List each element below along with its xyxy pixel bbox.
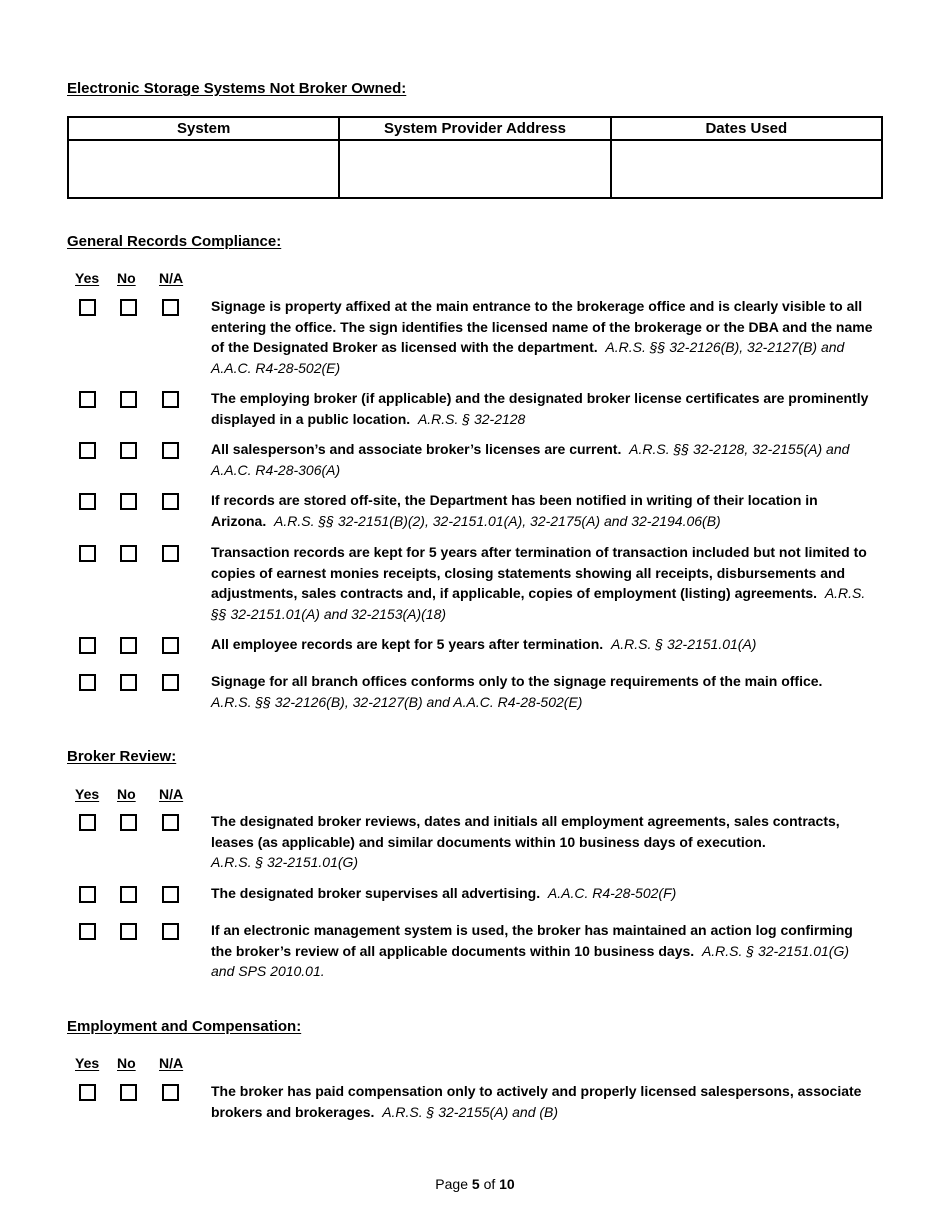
- yes-checkbox[interactable]: [79, 391, 96, 408]
- no-checkbox[interactable]: [120, 1084, 137, 1101]
- yes-label: Yes: [75, 270, 100, 286]
- item-statement: Signage is property affixed at the main entrance to the brokerage office and is clearly visible to all entering the office. The sign identifies the licensed name of the brokerage or the DBA and the name of the Designated Broker as licensed with the department.: [211, 298, 873, 356]
- item-statement: The designated broker supervises all advertising.: [211, 885, 541, 901]
- item-statement: Signage for all branch offices conforms only to the signage requirements of the main office.: [211, 673, 823, 689]
- item-statement: All salesperson’s and associate broker’s licenses are current.: [211, 441, 622, 457]
- item-citation: A.R.S. § 32-2155(A) and (B): [382, 1103, 559, 1120]
- no-label: No: [117, 270, 136, 286]
- item-citation: A.R.S. §§ 32-2128, 32-2155(A) and A.A.C. R4-28-306(A): [211, 441, 850, 478]
- na-checkbox[interactable]: [162, 391, 179, 408]
- no-checkbox[interactable]: [120, 923, 137, 940]
- storage-heading: Electronic Storage Systems Not Broker Owned:: [67, 80, 407, 97]
- no-checkbox[interactable]: [120, 299, 137, 316]
- answer-header: [75, 786, 205, 806]
- item-statement: Transaction records are kept for 5 years after termination of transaction included but not limited to copies of earnest monies receipts, closing statements showing all receipts, disbursements and adjustments, sales contracts and, if applicable, copies of employment (listing) agreements.: [211, 544, 867, 602]
- no-checkbox[interactable]: [120, 442, 137, 459]
- item-statement: The designated broker reviews, dates and initials all employment agreements, sales contracts, leases (as applicable) and similar documents within 10 business days of execution.: [211, 813, 840, 850]
- item-text: [211, 296, 875, 378]
- na-label: N/A: [159, 270, 184, 286]
- item-text: [211, 490, 875, 531]
- current-page: 5: [471, 1176, 480, 1192]
- yes-checkbox[interactable]: [79, 814, 96, 831]
- na-checkbox[interactable]: [162, 923, 179, 940]
- item-text: [211, 542, 875, 624]
- answer-header: [75, 270, 205, 290]
- item-text: [211, 439, 875, 480]
- item-citation: A.R.S. § 32-2128: [417, 410, 526, 427]
- item-citation: A.R.S. § 32-2151.01(G) and SPS 2010.01.: [211, 942, 850, 980]
- item-citation: A.R.S. §§ 32-2126(B), 32-2127(B) and A.A.C. R4-28-502(E): [211, 339, 845, 376]
- no-checkbox[interactable]: [120, 545, 137, 562]
- item-statement: If records are stored off-site, the Department has been notified in writing of their location in Arizona.: [211, 492, 818, 529]
- storage-table-row: [68, 140, 882, 198]
- na-checkbox[interactable]: [162, 637, 179, 654]
- item-citation: A.R.S. §§ 32-2151.01(A) and 32-2153(A)(18): [211, 585, 866, 622]
- provider-address-cell[interactable]: [339, 140, 610, 198]
- no-checkbox[interactable]: [120, 814, 137, 831]
- no-label: No: [117, 1055, 136, 1071]
- item-text: [211, 920, 875, 982]
- item-text: [211, 811, 875, 873]
- broker-review-heading: Broker Review:: [67, 748, 177, 765]
- na-label: N/A: [159, 1055, 184, 1071]
- yes-checkbox[interactable]: [79, 299, 96, 316]
- na-checkbox[interactable]: [162, 493, 179, 510]
- employment-heading: Employment and Compensation:: [67, 1018, 302, 1035]
- yes-checkbox[interactable]: [79, 923, 96, 940]
- yes-checkbox[interactable]: [79, 1084, 96, 1101]
- no-checkbox[interactable]: [120, 886, 137, 903]
- na-checkbox[interactable]: [162, 674, 179, 691]
- no-checkbox[interactable]: [120, 674, 137, 691]
- item-citation: A.R.S. §§ 32-2151(B)(2), 32-2151.01(A), 32-2175(A) and 32-2194.06(B): [274, 512, 721, 529]
- total-pages: 10: [499, 1176, 515, 1192]
- item-text: [211, 1081, 875, 1122]
- na-label: N/A: [159, 786, 184, 802]
- no-label: No: [117, 786, 136, 802]
- system-cell[interactable]: [68, 140, 339, 198]
- no-checkbox[interactable]: [120, 391, 137, 408]
- item-citation: A.R.S. § 32-2151.01(A): [610, 636, 757, 652]
- yes-checkbox[interactable]: [79, 886, 96, 903]
- dates-used-cell[interactable]: [611, 140, 882, 198]
- answer-header: [75, 1055, 205, 1075]
- yes-checkbox[interactable]: [79, 493, 96, 510]
- page-number: [0, 1176, 950, 1192]
- yes-checkbox[interactable]: [79, 637, 96, 654]
- na-checkbox[interactable]: [162, 886, 179, 903]
- storage-table: [67, 116, 883, 199]
- yes-checkbox[interactable]: [79, 442, 96, 459]
- item-statement: The employing broker (if applicable) and the designated broker license certificates are prominently displayed in a public location.: [211, 390, 869, 427]
- column-dates-used: Dates Used: [611, 117, 882, 140]
- item-citation: A.A.C. R4-28-502(F): [547, 885, 677, 901]
- na-checkbox[interactable]: [162, 545, 179, 562]
- yes-checkbox[interactable]: [79, 674, 96, 691]
- column-system: System: [68, 117, 339, 140]
- na-checkbox[interactable]: [162, 814, 179, 831]
- item-citation: A.R.S. §§ 32-2126(B), 32-2127(B) and A.A.C. R4-28-502(E): [211, 693, 583, 710]
- column-provider-address: System Provider Address: [339, 117, 610, 140]
- na-checkbox[interactable]: [162, 299, 179, 316]
- yes-label: Yes: [75, 1055, 100, 1071]
- item-text: [211, 671, 875, 712]
- item-text: [211, 388, 875, 429]
- page-prefix: Page: [435, 1176, 468, 1192]
- item-statement: The broker has paid compensation only to actively and properly licensed salespersons, associate brokers and brokerages.: [211, 1083, 862, 1120]
- item-text: [211, 634, 875, 655]
- storage-table-header: [68, 117, 882, 140]
- general-heading: General Records Compliance:: [67, 233, 282, 250]
- page-separator: of: [483, 1176, 496, 1192]
- no-checkbox[interactable]: [120, 637, 137, 654]
- no-checkbox[interactable]: [120, 493, 137, 510]
- item-statement: If an electronic management system is used, the broker has maintained an action log confirming the broker’s review of all applicable documents within 10 business days.: [211, 922, 853, 959]
- item-citation: A.R.S. § 32-2151.01(G): [211, 854, 359, 871]
- yes-label: Yes: [75, 786, 100, 802]
- item-text: [211, 883, 875, 904]
- yes-checkbox[interactable]: [79, 545, 96, 562]
- na-checkbox[interactable]: [162, 1084, 179, 1101]
- item-statement: All employee records are kept for 5 years after termination.: [211, 636, 604, 652]
- na-checkbox[interactable]: [162, 442, 179, 459]
